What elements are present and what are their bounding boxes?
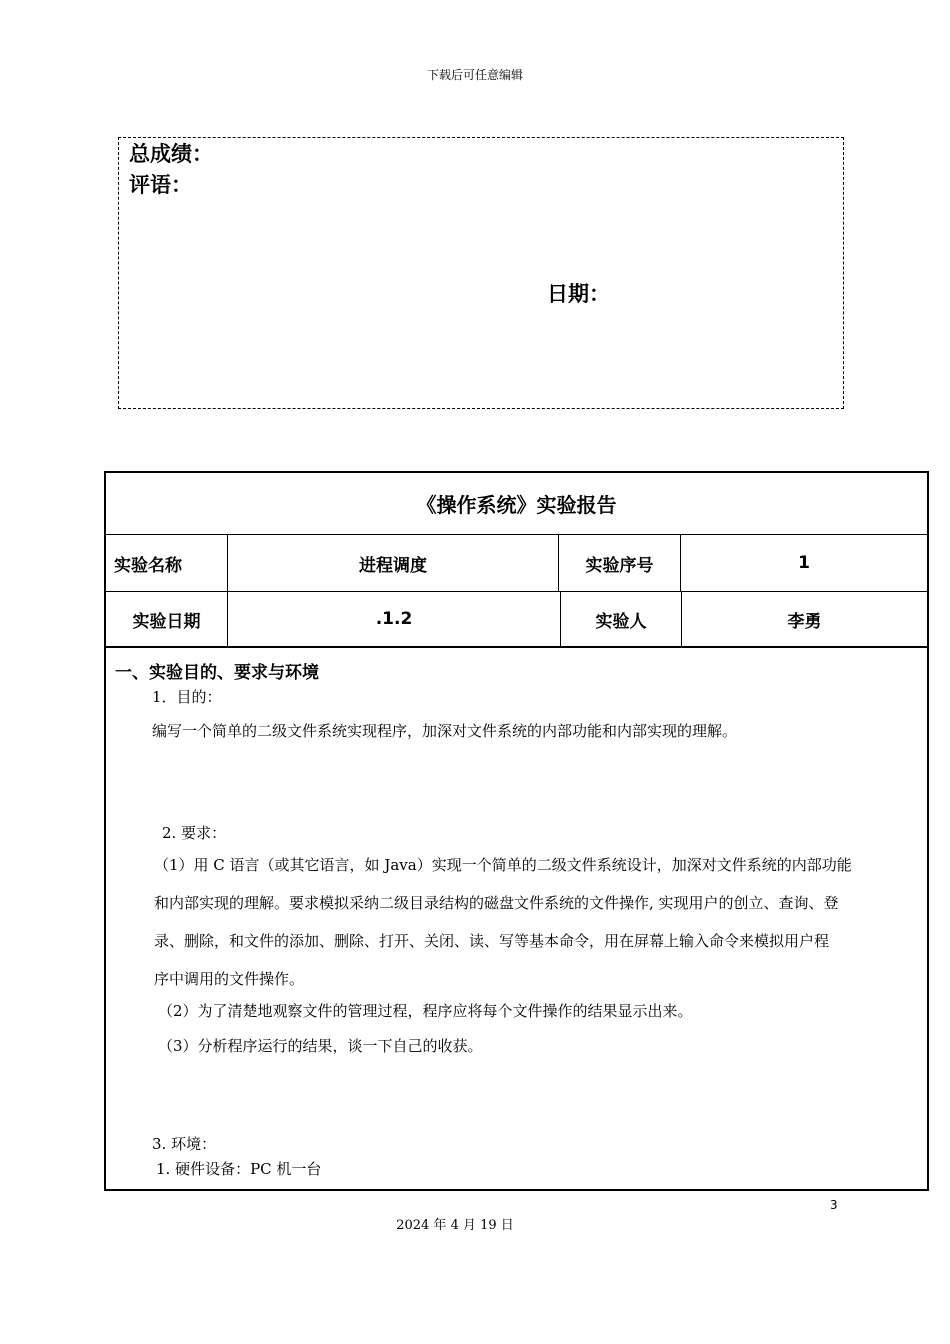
comment-label: 评语：: [129, 173, 192, 197]
experiment-no-label: 实验序号: [585, 555, 654, 576]
req1-line-3: 录、删除，和文件的添加、删除、打开、关闭、读、写等基本命令，用在屏幕上输入命令来模拟用户程: [154, 932, 830, 950]
report-table: [104, 471, 929, 1191]
total-score-label: 总成绩：: [129, 142, 213, 166]
purpose-text: 编写一个简单的二级文件系统实现程序，加深对文件系统的内部功能和内部实现的理解。: [152, 722, 738, 740]
experiment-name-value: 进程调度: [359, 555, 427, 576]
req1-line-4: 序中调用的文件操作。: [154, 970, 305, 988]
hardware-text: 1. 硬件设备：PC 机一台: [156, 1160, 322, 1178]
section1-heading: 一、实验目的、要求与环境: [115, 663, 319, 683]
report-title: 《操作系统》实验报告: [106, 473, 927, 535]
experiment-date-label: 实验日期: [132, 611, 201, 632]
req3-text: （3）分析程序运行的结果，谈一下自己的收获。: [158, 1037, 483, 1055]
header-note: 下载后可任意编辑: [426, 68, 523, 82]
report-body: [106, 650, 927, 1189]
date-label: 日期：: [547, 282, 610, 306]
req2-text: （2）为了清楚地观察文件的管理过程，程序应将每个文件操作的结果显示出来。: [158, 1002, 693, 1020]
footer-date: 2024 年 4 月 19 日: [396, 1218, 514, 1233]
req1-line-2: 和内部实现的理解。要求模拟采纳二级目录结构的磁盘文件系统的文件操作, 实现用户的创立、查询、登: [154, 894, 839, 912]
info-row-2: [106, 592, 927, 648]
info-row-1: [106, 535, 927, 592]
experiment-date-value: .1.2: [375, 609, 413, 629]
req1-line-1: （1）用 C 语言（或其它语言，如 Java）实现一个简单的二级文件系统设计，加深对文件系统的内部功能: [154, 856, 852, 874]
experimenter-value: 李勇: [787, 611, 822, 632]
experiment-no-value: 1: [798, 553, 810, 573]
requirements-label: 2. 要求：: [162, 824, 227, 842]
environment-label: 3. 环境：: [152, 1135, 217, 1153]
page-number: 3: [830, 1198, 838, 1212]
experimenter-label: 实验人: [595, 611, 647, 632]
grade-box: [118, 137, 844, 409]
experiment-name-label: 实验名称: [114, 555, 182, 576]
purpose-label: 1．目的：: [152, 688, 222, 706]
